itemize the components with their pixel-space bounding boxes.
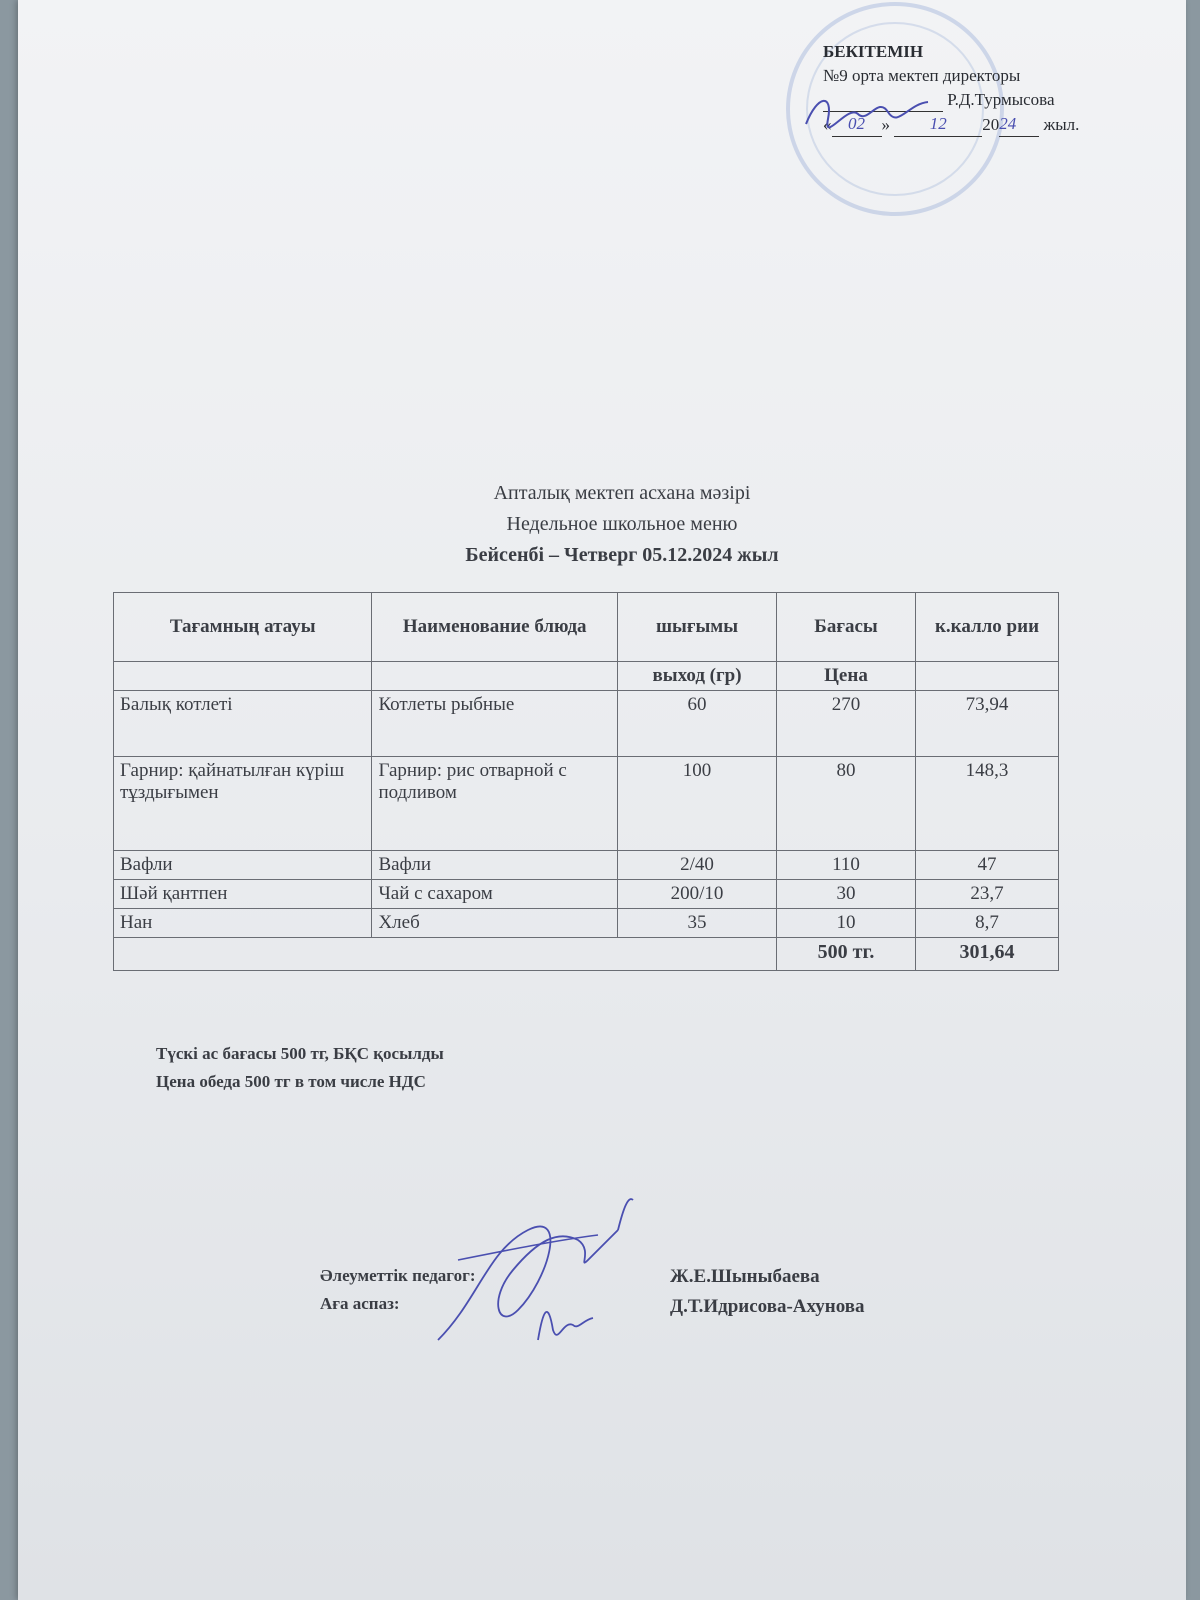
menu-table [113, 592, 1059, 971]
cook-signature [518, 1290, 608, 1350]
signature-roles [320, 1262, 475, 1318]
header-name-kz: Тағамның атауы [114, 593, 372, 662]
row-price: 110 [777, 851, 916, 880]
row-price: 80 [777, 757, 916, 851]
approval-heading: БЕКІТЕМІН [823, 42, 924, 61]
total-kcal: 301,64 [916, 938, 1059, 971]
approval-year-prefix: 20 [982, 115, 1000, 134]
row-output: 200/10 [618, 880, 777, 909]
date-line: Бейсенбі – Четверг 05.12.2024 жыл [465, 544, 779, 566]
row-price: 10 [777, 909, 916, 938]
total-price: 500 тг. [777, 938, 916, 971]
table-total-row [114, 938, 1059, 971]
row-name-kz: Шәй қантпен [114, 880, 372, 909]
header-price-kz: Бағасы [777, 593, 916, 662]
row-name-ru: Хлеб [372, 909, 618, 938]
row-price: 270 [777, 691, 916, 757]
row-output: 35 [618, 909, 777, 938]
table-row [114, 851, 1059, 880]
row-name-ru: Котлеты рыбные [372, 691, 618, 757]
header-price-ru: Цена [777, 662, 916, 691]
row-name-ru: Гарнир: рис отварной с подливом [372, 757, 618, 851]
row-kcal: 23,7 [916, 880, 1059, 909]
menu-title-block [18, 478, 1200, 571]
approval-year-word: жыл. [1043, 115, 1080, 134]
row-name-kz: Гарнир: қайнатылған күріш тұздығымен [114, 757, 372, 851]
approval-month: 12 [894, 112, 982, 137]
row-price: 30 [777, 880, 916, 909]
row-kcal: 47 [916, 851, 1059, 880]
header-calories: к.калло рии [916, 593, 1059, 662]
document-page [18, 0, 1186, 1600]
header-name-ru: Наименование блюда [372, 593, 618, 662]
signature-names [670, 1262, 865, 1322]
table-row [114, 757, 1059, 851]
subheader-empty-2 [372, 662, 618, 691]
subheader-empty-1 [114, 662, 372, 691]
header-output-ru: выход (гр) [618, 662, 777, 691]
table-subheader-row [114, 662, 1059, 691]
header-output-kz: шығымы [618, 593, 777, 662]
price-notes [156, 1040, 444, 1096]
row-output: 60 [618, 691, 777, 757]
approval-name: Р.Д.Турмысова [947, 90, 1055, 109]
note-kz: Түскі ас бағасы 500 тг, БҚС қосылды [156, 1044, 444, 1063]
role-head-cook: Аға аспаз: [320, 1294, 400, 1313]
row-output: 100 [618, 757, 777, 851]
row-name-kz: Балық котлеті [114, 691, 372, 757]
row-output: 2/40 [618, 851, 777, 880]
table-row [114, 909, 1059, 938]
row-kcal: 8,7 [916, 909, 1059, 938]
row-name-kz: Вафли [114, 851, 372, 880]
title-ru: Недельное школьное меню [506, 513, 738, 535]
name-head-cook: Д.Т.Идрисова-Ахунова [670, 1296, 865, 1317]
row-name-kz: Нан [114, 909, 372, 938]
approval-date-line: « 02 » 12 2024 жыл. [823, 112, 1123, 137]
row-kcal: 73,94 [916, 691, 1059, 757]
title-kz: Апталық мектеп асхана мәзірі [493, 482, 751, 504]
table-header-row [114, 593, 1059, 662]
role-social-pedagogue: Әлеуметтік педагог: [320, 1266, 476, 1285]
row-name-ru: Чай с сахаром [372, 880, 618, 909]
name-social-pedagogue: Ж.Е.Шыныбаева [670, 1266, 820, 1287]
approval-block [823, 40, 1123, 137]
total-empty-cell [114, 938, 777, 971]
approval-position: №9 орта мектеп директоры [823, 66, 1021, 85]
row-kcal: 148,3 [916, 757, 1059, 851]
approval-name-line [823, 88, 1123, 112]
note-ru: Цена обеда 500 тг в том числе НДС [156, 1072, 426, 1091]
row-name-ru: Вафли [372, 851, 618, 880]
approval-day: 02 [832, 112, 882, 137]
table-row [114, 880, 1059, 909]
subheader-empty-3 [916, 662, 1059, 691]
approval-year-suffix: 24 [999, 112, 1039, 137]
table-row [114, 691, 1059, 757]
